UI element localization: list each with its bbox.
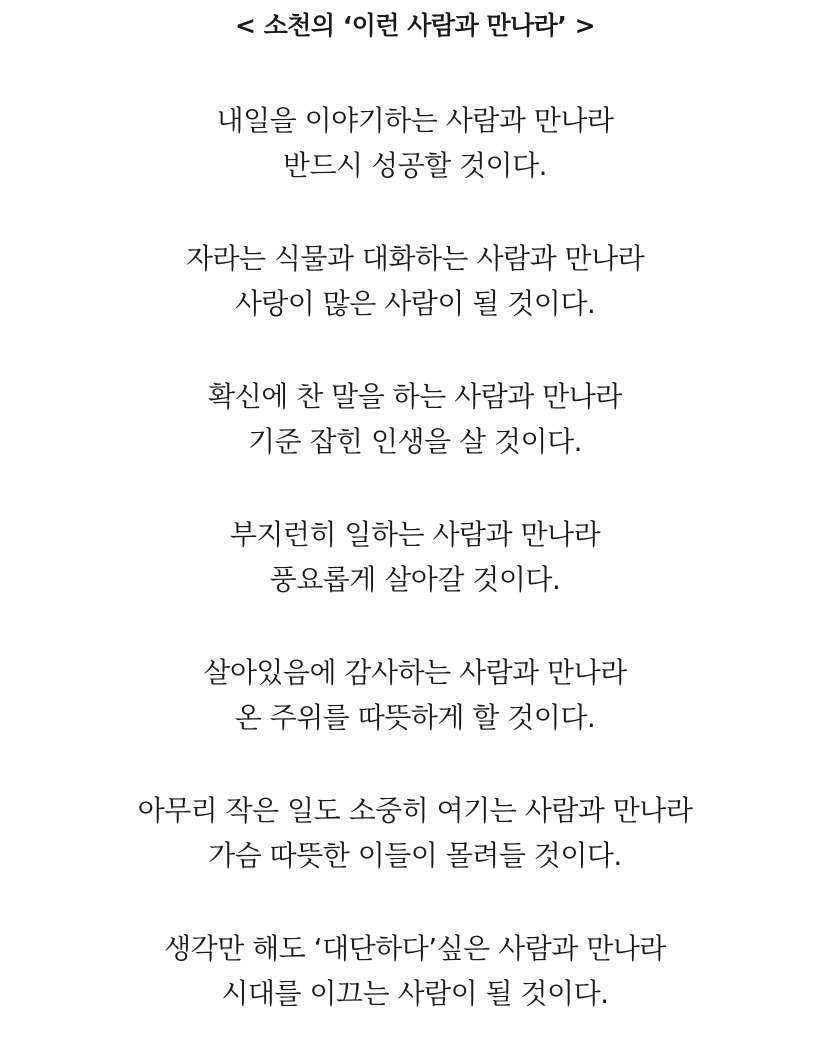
stanza-line: 부지런히 일하는 사람과 만나라 bbox=[229, 518, 601, 551]
stanza-line: 온 주위를 따뜻하게 할 것이다. bbox=[234, 701, 596, 734]
stanza-line: 아무리 작은 일도 소중히 여기는 사람과 만나라 bbox=[137, 794, 693, 827]
stanza-7 bbox=[0, 926, 830, 1016]
stanza-line: 사랑이 많은 사람이 될 것이다. bbox=[234, 287, 596, 320]
stanza-line: 시대를 이끄는 사람이 될 것이다. bbox=[221, 977, 609, 1010]
stanza-line: 가슴 따뜻한 이들이 몰려들 것이다. bbox=[208, 839, 622, 872]
stanza-6 bbox=[0, 788, 830, 878]
stanza-line: 내일을 이야기하는 사람과 만나라 bbox=[216, 104, 614, 137]
stanza-1 bbox=[0, 98, 830, 188]
stanza-line: 기준 잡힌 인생을 살 것이다. bbox=[247, 425, 583, 458]
stanza-line: 반드시 성공할 것이다. bbox=[282, 149, 548, 182]
stanza-line: 자라는 식물과 대화하는 사람과 만나라 bbox=[185, 242, 645, 275]
stanza-5 bbox=[0, 650, 830, 740]
stanza-3 bbox=[0, 374, 830, 464]
stanza-line: 확신에 찬 말을 하는 사람과 만나라 bbox=[208, 380, 622, 413]
stanza-2 bbox=[0, 236, 830, 326]
stanza-4 bbox=[0, 512, 830, 602]
stanza-line: 생각만 해도 ‘대단하다’싶은 사람과 만나라 bbox=[164, 932, 666, 965]
stanza-line: 살아있음에 감사하는 사람과 만나라 bbox=[203, 656, 627, 689]
poem-title: < 소천의 ‘이런 사람과 만나라’ > bbox=[234, 11, 596, 40]
stanza-line: 풍요롭게 살아갈 것이다. bbox=[269, 563, 561, 596]
